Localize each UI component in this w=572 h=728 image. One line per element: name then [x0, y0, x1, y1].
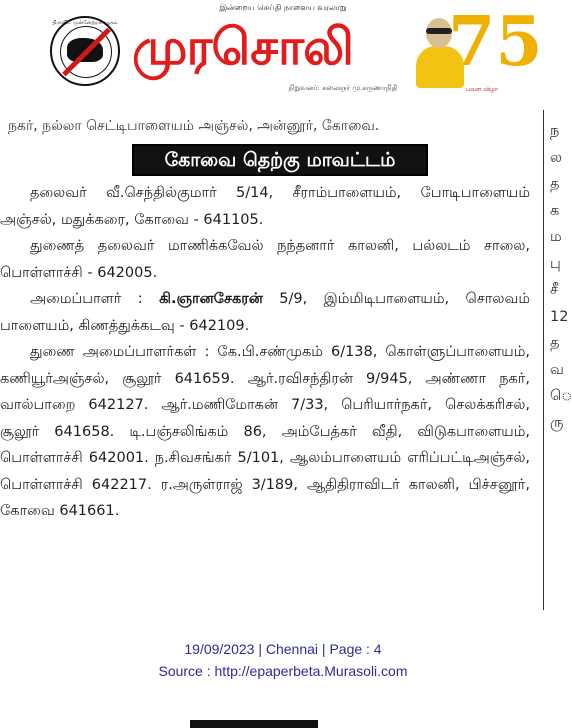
- anniversary-label: பவள விழா: [465, 86, 499, 93]
- paragraph-vice-president: துணைத் தலைவர் மாணிக்கவேல் நந்தனார் காலனி, பல்லடம் சாலை, பொள்ளாச்சி - 642005.: [0, 238, 530, 281]
- district-heading: கோவை தெற்கு மாவட்டம்: [132, 144, 428, 176]
- previous-text-cutline: நகர், நல்லா செட்டிபாளையம் அஞ்சல், அன்னூர், கோவை.: [8, 118, 380, 134]
- column-divider: [543, 110, 544, 610]
- paragraph-organizer: [0, 286, 530, 339]
- next-heading-stub: [190, 720, 318, 728]
- footer-date-line: 19/09/2023 | Chennai | Page : 4: [184, 641, 382, 657]
- footer-source-link[interactable]: Source : http://epaperbeta.Murasoli.com: [158, 663, 408, 679]
- founder-line: நிறுவனர்: கலைஞர் மு.கருணாநிதி: [288, 84, 398, 92]
- party-emblem-icon: [50, 16, 120, 86]
- newspaper-title: முரசொலி: [132, 18, 353, 76]
- emblem-text: திராவிட முன்னேற்றக் கழகம்: [52, 20, 118, 26]
- adjacent-column-fragment: ந ல த க ம பு சீ 12 த வ ெ ரு: [550, 123, 572, 431]
- organizer-label: அமைப்பாளர் :: [30, 291, 143, 307]
- page-footer: [0, 638, 566, 682]
- article: [0, 112, 530, 608]
- article-body: [0, 180, 530, 525]
- paragraph-president: தலைவர் வீ.செந்தில்குமார் 5/14, சீராம்பாளையம், போடிபாளையம் அஞ்சல், மதுக்கரை, கோவை - 641105.: [0, 185, 530, 228]
- organizer-name: கி.ஞானசேகரன்: [159, 291, 263, 307]
- masthead: [0, 0, 566, 112]
- paragraph-deputy-organizers: துணை அமைப்பாளர்கள் : கே.பி.சண்முகம் 6/138, கொள்ளுப்பாளையம், கணியூர்அஞ்சல், சூலூர் 641659. ஆர்.ரவிசந்திரன் 9/945, அண்ணா நகர், வால்பாறை 642127. ஆர்.மணிமோகன் 7/33, பெரியார்நகர், செலக்கரிசல், சூலூர் 641658. டி.பஞ்சலிங்கம் 86, அம்பேத்கர் வீதி, விடுகபாளையம், பொள்ளாச்சி 642001. ந.சிவசங்கர் 5/101, ஆலம்பாளையம் எரிப்பட்டிஅஞ்சல், பொள்ளாச்சி 642217. ர.அருள்ராஜ் 3/189, ஆதிதிராவிடர் காலனி, பிச்சனூர், கோவை 641661.: [0, 344, 530, 519]
- masthead-tagline: இன்றைய செய்தி நாளைய வரலாறு: [219, 3, 347, 12]
- anniversary-number: 75: [448, 2, 543, 82]
- organizer-address: 5/9, இம்மிடிபாளையம், சொலவம் பாளையம், கிணத்துக்கடவு - 642109.: [0, 291, 531, 334]
